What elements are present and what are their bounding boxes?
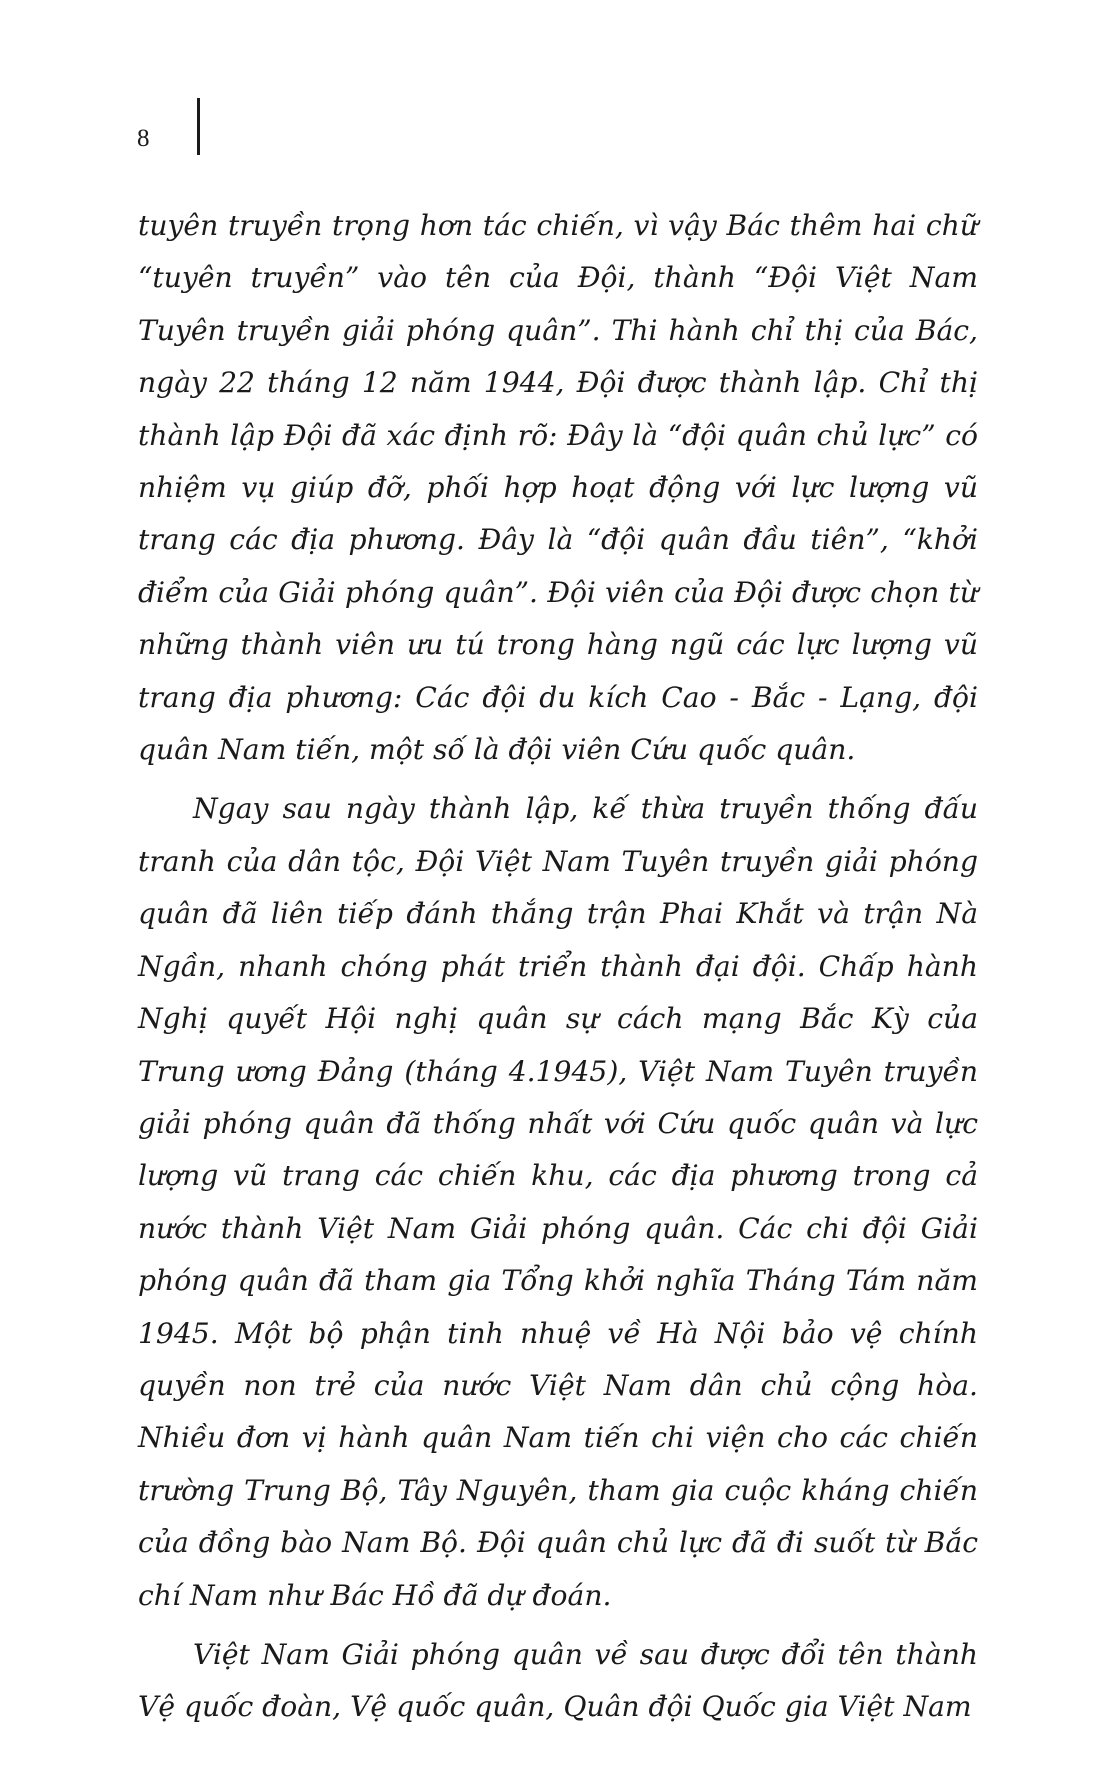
paragraph-2: Ngay sau ngày thành lập, kế thừa truyền thống đấu tranh của dân tộc, Đội Việt Nam Tuyên truyền giải phóng quân đã liên tiếp đánh thắng trận Phai Khắt và trận Nà Ngần, nhanh chóng phát triển thành đại đội. Chấp hành Nghị quyết Hội nghị quân sự cách mạng Bắc Kỳ của Trung ương Đảng (tháng 4.1945), Việt Nam Tuyên truyền giải phóng quân đã thống nhất với Cứu quốc quân và lực lượng vũ trang các chiến khu, các địa phương trong cả nước thành Việt Nam Giải phóng quân. Các chi đội Giải phóng quân đã tham gia Tổng khởi nghĩa Tháng Tám năm 1945. Một bộ phận tinh nhuệ về Hà Nội bảo vệ chính quyền non trẻ của nước Việt Nam dân chủ cộng hòa. Nhiều đơn vị hành quân Nam tiến chi viện cho các chiến trường Trung Bộ, Tây Nguyên, tham gia cuộc kháng chiến của đồng bào Nam Bộ. Đội quân chủ lực đã đi suốt từ Bắc chí Nam như Bác Hồ đã dự đoán. xyxy=(138,792,978,1612)
header-divider xyxy=(197,98,200,155)
body-text xyxy=(138,200,978,1741)
paragraph-3: Việt Nam Giải phóng quân về sau được đổi tên thành Vệ quốc đoàn, Vệ quốc quân, Quân đội Quốc gia Việt Nam xyxy=(138,1637,978,1724)
page-header xyxy=(0,0,1103,160)
page-number: 8 xyxy=(137,125,150,152)
paragraph-1: tuyên truyền trọng hơn tác chiến, vì vậy Bác thêm hai chữ “tuyên truyền” vào tên của Đội, thành “Đội Việt Nam Tuyên truyền giải phóng quân”. Thi hành chỉ thị của Bác, ngày 22 tháng 12 năm 1944, Đội được thành lập. Chỉ thị thành lập Đội đã xác định rõ: Đây là “đội quân chủ lực” có nhiệm vụ giúp đỡ, phối hợp hoạt động với lực lượng vũ trang các địa phương. Đây là “đội quân đầu tiên”, “khởi điểm của Giải phóng quân”. Đội viên của Đội được chọn từ những thành viên ưu tú trong hàng ngũ các lực lượng vũ trang địa phương: Các đội du kích Cao - Bắc - Lạng, đội quân Nam tiến, một số là đội viên Cứu quốc quân. xyxy=(138,209,978,767)
